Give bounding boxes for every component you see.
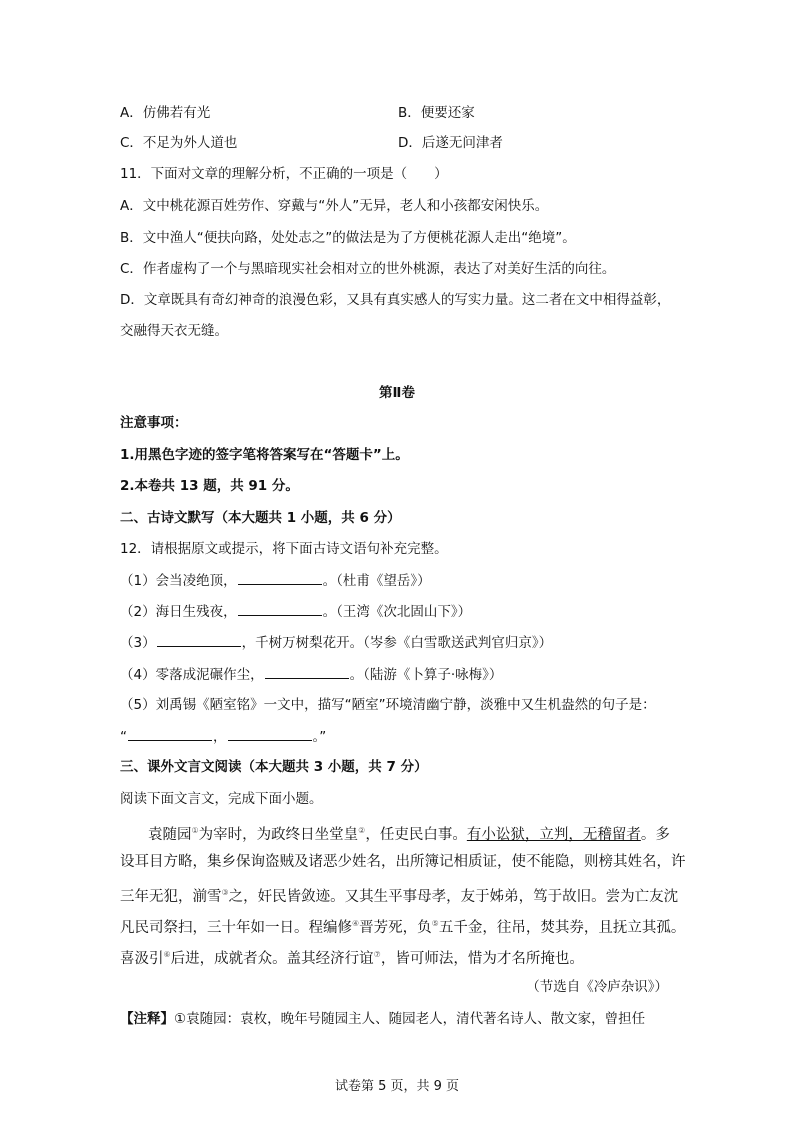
passage-line-1 bbox=[148, 821, 670, 845]
page-footer: 试卷第 5 页，共 9 页 bbox=[334, 1079, 460, 1094]
q12-item-4 bbox=[120, 664, 502, 685]
passage-text: 后进，成就者众。盖其经济行谊 bbox=[170, 950, 374, 967]
note-2: 2.本卷共 13 题，共 91 分。 bbox=[120, 478, 299, 494]
q10-option-a: A．仿佛若有光 bbox=[120, 105, 211, 121]
q11-option-a: A．文中桃花源百姓劳作、穿戴与“外人”无异，老人和小孩都安闲快乐。 bbox=[120, 198, 549, 214]
q10-option-d: D．后遂无问津者 bbox=[398, 135, 503, 151]
note-marker: ② bbox=[358, 826, 366, 835]
note-marker: ① bbox=[191, 826, 199, 835]
answer-blank-1[interactable] bbox=[238, 570, 322, 585]
item4-source: 。（陆游《卜算子·咏梅》） bbox=[349, 667, 503, 683]
item2-source: 。（王湾《次北固山下》） bbox=[322, 604, 472, 620]
passage-line-5 bbox=[120, 945, 584, 969]
passage-text: 喜汲引 bbox=[120, 950, 164, 967]
passage-line-2: 设耳目方略，集乡保询盗贼及诸恶少姓名，出所簿记相质证，使不能隐，则榜其姓名，许 bbox=[120, 854, 686, 870]
answer-blank-2[interactable] bbox=[238, 601, 322, 616]
section3-heading: 三、课外文言文阅读（本大题共 3 小题，共 7 分） bbox=[120, 759, 428, 775]
answer-blank-4[interactable] bbox=[265, 664, 349, 679]
notes-heading: 注意事项： bbox=[120, 415, 188, 431]
item4-prompt: （4）零落成泥碾作尘， bbox=[120, 667, 264, 683]
annotation bbox=[120, 1009, 645, 1029]
open-quote: “ bbox=[120, 729, 127, 745]
section2-heading: 二、古诗文默写（本大题共 1 小题，共 6 分） bbox=[120, 510, 401, 526]
passage-text: 凡民司祭扫，三十年如一日。程编修 bbox=[120, 919, 352, 936]
passage-text: ，皆可师法，惜为才名所掩也。 bbox=[380, 950, 584, 967]
q11-option-b: B．文中渔人“便扶向路，处处志之”的做法是为了方便桃花源人走出“绝境”。 bbox=[120, 230, 576, 246]
close-quote: 。” bbox=[312, 729, 327, 745]
note-marker: ⑥ bbox=[163, 950, 171, 959]
annotation-text: ①袁随园：袁枚，晚年号随园主人、随园老人，清代著名诗人、散文家，曾担任 bbox=[174, 1011, 646, 1027]
q10-option-b: B．便要还家 bbox=[398, 105, 475, 121]
passage-text: 。多 bbox=[640, 826, 670, 843]
q12-item-2 bbox=[120, 601, 471, 622]
section3-instruction: 阅读下面文言文，完成下面小题。 bbox=[120, 791, 323, 807]
passage-text: 三年无犯，湔雪 bbox=[120, 888, 222, 905]
comma: ， bbox=[213, 729, 227, 745]
passage-line-3 bbox=[120, 883, 678, 907]
passage-text: 之，奸民皆敛迹。又其生平事母孝，友于姊弟，笃于故旧。尝为亡友沈 bbox=[228, 888, 679, 905]
q11-stem: 11．下面对文章的理解分析，不正确的一项是（ ） bbox=[120, 166, 448, 182]
passage-source: （节选自《冷庐杂识》） bbox=[526, 979, 668, 995]
q12-item-3 bbox=[120, 632, 552, 653]
item2-prompt: （2）海日生残夜， bbox=[120, 604, 237, 620]
part2-title: 第Ⅱ卷 bbox=[379, 385, 415, 401]
underlined-sentence: 有小讼狱，立判，无稽留者 bbox=[466, 826, 641, 843]
q12-item-5-answers bbox=[120, 726, 326, 747]
item1-source: 。（杜甫《望岳》） bbox=[322, 573, 431, 589]
passage-text: ，任吏民白事。 bbox=[365, 826, 467, 843]
answer-blank-5b[interactable] bbox=[228, 726, 312, 741]
note-marker: ⑤ bbox=[431, 919, 439, 928]
q11-option-d-line1: D．文章既具有奇幻神奇的浪漫色彩，又具有真实感人的写实力量。这二者在文中相得益彰， bbox=[120, 292, 671, 308]
item3-prompt: （3） bbox=[120, 635, 156, 651]
passage-text: 五千金，往吊，焚其券，且抚立其孤。 bbox=[438, 919, 686, 936]
note-marker: ⑦ bbox=[373, 950, 381, 959]
passage-text: 袁随园 bbox=[148, 826, 192, 843]
q11-option-d-line2: 交融得天衣无缝。 bbox=[120, 323, 228, 339]
passage-text: 晋芳死，负 bbox=[359, 919, 432, 936]
item1-prompt: （1）会当凌绝顶， bbox=[120, 573, 237, 589]
q12-item-1 bbox=[120, 570, 431, 591]
q10-option-c: C．不足为外人道也 bbox=[120, 135, 238, 151]
answer-blank-5a[interactable] bbox=[128, 726, 212, 741]
answer-blank-3[interactable] bbox=[157, 632, 241, 647]
passage-line-4 bbox=[120, 914, 685, 938]
q11-option-c: C．作者虚构了一个与黑暗现实社会相对立的世外桃源，表达了对美好生活的向往。 bbox=[120, 261, 616, 277]
q12-item-5: （5）刘禹锡《陋室铭》一文中，描写“陋室”环境清幽宁静，淡雅中又生机盎然的句子是： bbox=[120, 697, 656, 713]
annotation-label: 【注释】 bbox=[120, 1011, 174, 1027]
note-marker: ③ bbox=[221, 888, 229, 897]
note-1: 1.用黑色字迹的签字笔将答案写在“答题卡”上。 bbox=[120, 447, 409, 463]
item3-source: ，千树万树梨花开。（岑参《白雪歌送武判官归京》） bbox=[241, 635, 553, 651]
note-marker: ④ bbox=[352, 919, 360, 928]
passage-text: 为宰时，为政终日坐堂皇 bbox=[198, 826, 359, 843]
q12-stem: 12．请根据原文或提示，将下面古诗文语句补充完整。 bbox=[120, 541, 448, 557]
